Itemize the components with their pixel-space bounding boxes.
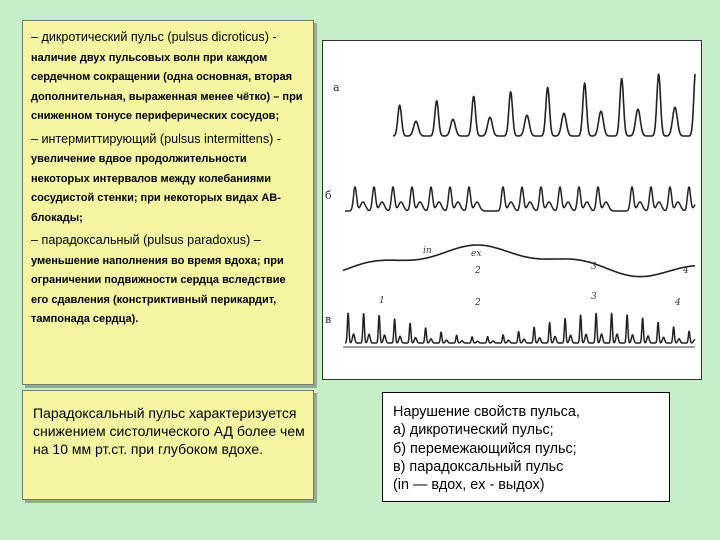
- paradoxical-lead: – парадоксальный (pulsus paradoxus) –: [31, 233, 261, 248]
- pulse-mark-1: 1: [379, 296, 385, 306]
- tracing-label-v: в: [325, 313, 332, 326]
- pulse-mark-2: 2: [475, 298, 481, 308]
- caption-line-b: б) перемежающийся пульс;: [393, 440, 577, 457]
- resp-mark-4: 4: [683, 266, 689, 276]
- caption-line-a: а) дикротический пульс;: [393, 422, 554, 439]
- caption-line-legend: (in — вдох, ex - выдох): [393, 477, 545, 494]
- dicrotic-pulse-text: [31, 27, 305, 125]
- resp-mark-3: 3: [591, 262, 597, 272]
- resp-mark-ex: ex: [471, 249, 482, 259]
- dicrotic-pulse-tracing: [393, 74, 695, 136]
- dicrotic-lead: – дикротический пульс (pulsus dicroticus) -: [31, 30, 277, 44]
- dicrotic-body: наличие двух пульсовых волн при каждом сердечном сокращении (одна основная, вторая дополнительная, выраженная менее чётко) – при сниженном тонусе периферических сосудов;: [31, 51, 303, 123]
- tracing-label-a: а: [333, 81, 340, 94]
- paradoxical-pulse-tracing: [345, 313, 695, 343]
- resp-mark-2: 2: [475, 266, 481, 276]
- description-panel: [22, 20, 314, 385]
- pulse-mark-4: 4: [675, 298, 681, 308]
- intermittent-body: увеличение вдвое продолжительности некоторых интервалов между колебаниями сосудистой стенки; при некоторых видах АВ-блокады;: [31, 153, 281, 224]
- intermittent-lead: – интермиттирующий (pulsus intermittens) -: [31, 131, 281, 146]
- pulse-tracings-figure: [322, 40, 702, 380]
- paradoxical-note-panel: [22, 390, 314, 500]
- intermittent-pulse-tracing: [345, 187, 695, 211]
- figure-caption-box: [382, 392, 670, 502]
- paradoxical-body: уменьшение наполнения во время вдоха; при ограничении подвижности сердца вследствие его сдавления (констриктивный перикардит, тампонада сердца).: [31, 254, 286, 326]
- caption-line-title: Нарушение свойств пульса,: [393, 404, 580, 420]
- respiration-tracing: [343, 245, 695, 277]
- paradoxical-pulse-text: [31, 230, 305, 328]
- tracing-label-b: б: [325, 189, 332, 202]
- resp-mark-in: in: [423, 246, 432, 256]
- caption-line-v: в) парадоксальный пульс: [393, 458, 564, 475]
- intermittent-pulse-text: [31, 129, 305, 227]
- paradoxical-note-text: Парадоксальный пульс характеризуется снижением систолического АД более чем на 10 мм рт.ст. при глубоком вдохе.: [33, 405, 305, 457]
- pulse-mark-3: 3: [591, 292, 597, 302]
- pulse-tracings-svg: [323, 41, 701, 379]
